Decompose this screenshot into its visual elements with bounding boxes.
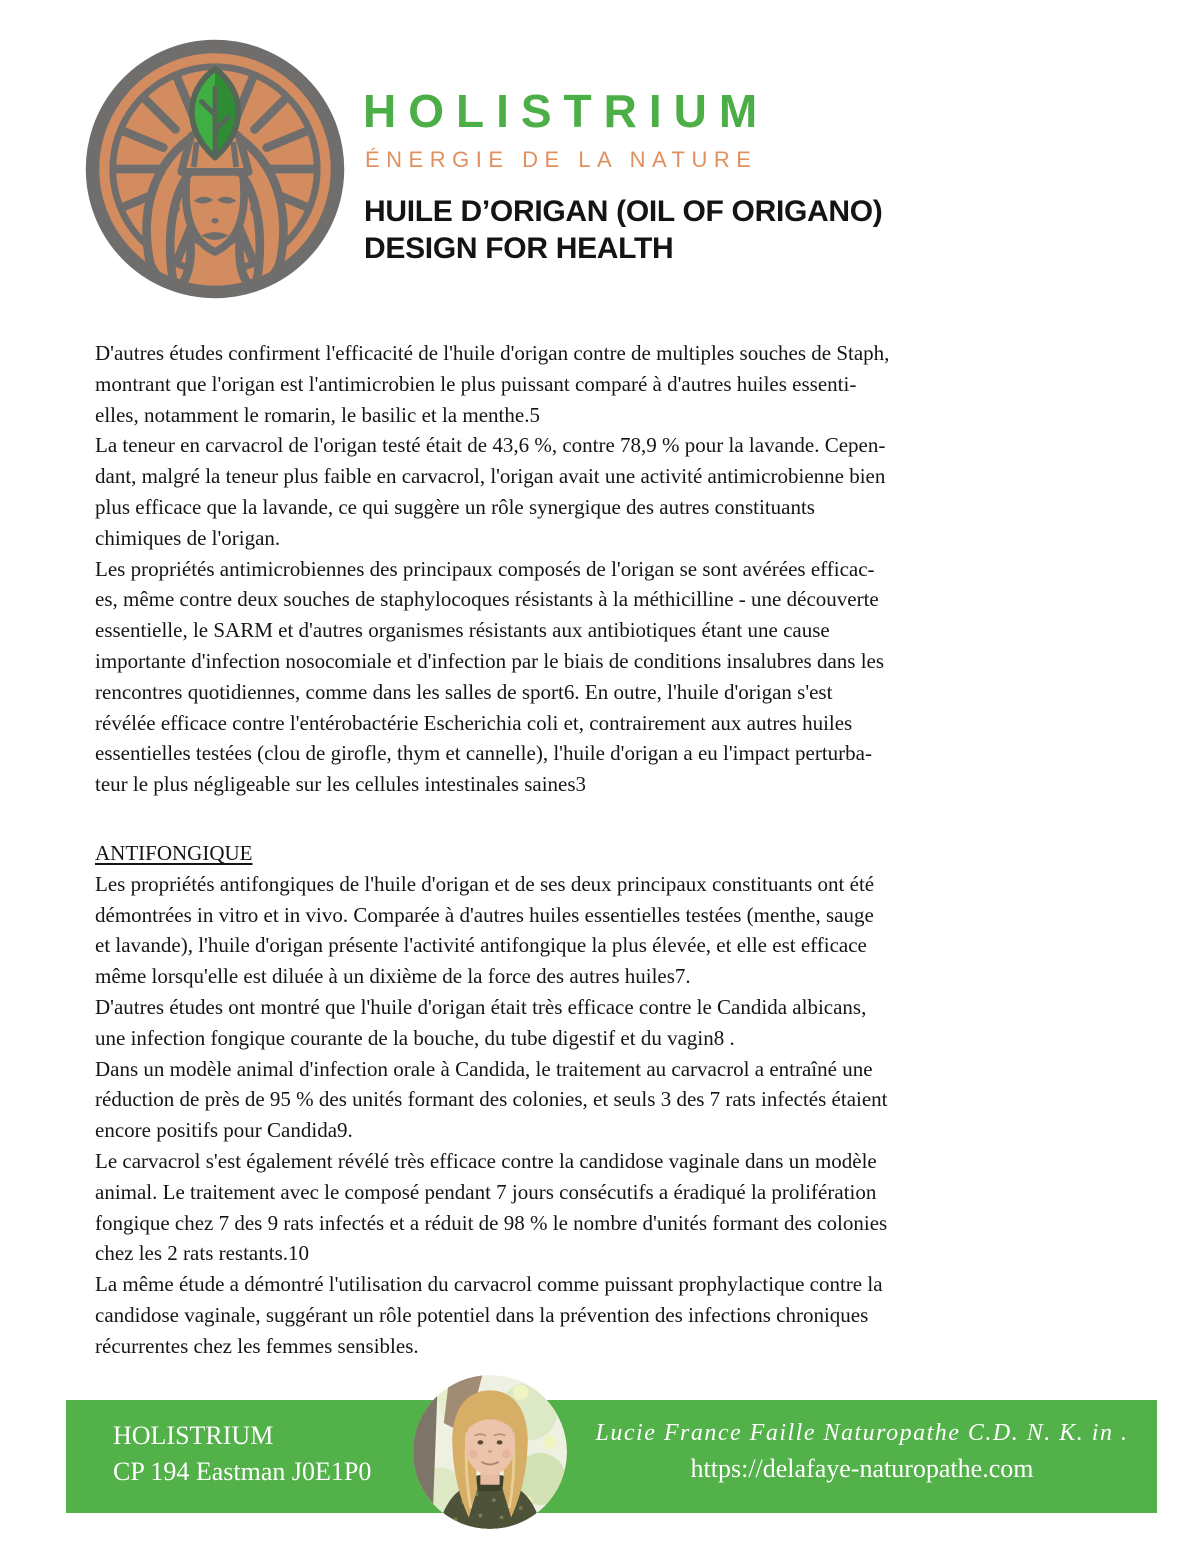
text-line: et lavande), l'huile d'origan présente l'activité antifongique la plus élevée, et elle est efficace [95, 933, 867, 958]
footer-bar [66, 1400, 1157, 1513]
text-line: es, même contre deux souches de staphylocoques résistants à la méthicilline - une découverte [95, 587, 879, 612]
footer-contact-block [113, 1418, 371, 1490]
text-line: animal. Le traitement avec le composé pendant 7 jours consécutifs a éradiqué la prolifération [95, 1179, 877, 1204]
text-line: même lorsqu'elle est diluée à un dixième de la force des autres huiles7. [95, 964, 691, 989]
text-line: réduction de près de 95 % des unités formant des colonies, et seuls 3 des 7 rats infectés étaient [95, 1087, 888, 1112]
practitioner-name: Lucie France Faille Naturopathe C.D. N. K. in . [595, 1420, 1129, 1446]
text-line: Les propriétés antifongiques de l'huile d'origan et de ses deux principaux constituants ont été [95, 871, 875, 896]
text-line: une infection fongique courante de la bouche, du tube digestif et du vagin8 . [95, 1025, 735, 1050]
text-line: candidose vaginale, suggérant un rôle potentiel dans la prévention des infections chroniques [95, 1302, 869, 1327]
text-line: La teneur en carvacrol de l'origan testé était de 43,6 %, contre 78,9 % pour la lavande. Cepen- [95, 433, 886, 458]
paragraph-antimicrobial [95, 338, 1157, 800]
text-line: encore positifs pour Candida9. [95, 1118, 353, 1143]
article-body [95, 338, 1157, 1362]
text-line: Le carvacrol s'est également révélé très efficace contre la candidose vaginale dans un modèle [95, 1148, 877, 1173]
practitioner-photo [413, 1375, 567, 1529]
text-line: D'autres études ont montré que l'huile d'origan était très efficace contre le Candida albicans, [95, 994, 867, 1019]
text-line: teur le plus négligeable sur les cellules intestinales saines3 [95, 772, 587, 797]
text-line: Les propriétés antimicrobiennes des principaux composés de l'origan se sont avérées efficac- [95, 556, 875, 581]
text-line: montrant que l'origan est l'antimicrobien le plus puissant comparé à d'autres huiles essenti- [95, 371, 857, 396]
text-line: plus efficace que la lavande, ce qui suggère un rôle synergique des autres constituants [95, 494, 815, 519]
text-line: Dans un modèle animal d'infection orale à Candida, le traitement au carvacrol a entraîné une [95, 1056, 873, 1081]
document-title-line2: DESIGN FOR HEALTH [364, 232, 674, 265]
paragraph-gap [95, 800, 1157, 838]
text-line: importante d'infection nosocomiale et d'infection par le biais de conditions insalubres dans les [95, 648, 885, 673]
website-link[interactable]: https://delafaye-naturopathe.com [690, 1454, 1034, 1483]
text-line: D'autres études confirment l'efficacité de l'huile d'origan contre de multiples souches de Staph, [95, 341, 890, 365]
text-line: chez les 2 rats restants.10 [95, 1241, 310, 1266]
text-line: démontrées in vitro et in vivo. Comparée à d'autres huiles essentielles testées (menthe, sauge [95, 902, 874, 927]
text-line: révélée efficace contre l'entérobactérie Escherichia coli et, contrairement aux autres huiles [95, 710, 853, 735]
text-line: dant, malgré la teneur plus faible en carvacrol, l'origan avait une activité antimicrobienne bien [95, 464, 886, 489]
text-line: elles, notamment le romarin, le basilic et la menthe.5 [95, 402, 540, 427]
brand-name: HOLISTRIUM [363, 85, 770, 137]
text-line: essentielle, le SARM et d'autres organismes résistants aux antibiotiques étant une cause [95, 618, 830, 643]
document-title-line1: HUILE D’ORIGAN (OIL OF ORIGANO) [364, 195, 883, 228]
section-heading-antifongique: ANTIFONGIQUE [95, 840, 253, 865]
holistrium-logo-icon [80, 34, 350, 304]
text-line: récurrentes chez les femmes sensibles. [95, 1333, 419, 1358]
document-title [364, 193, 882, 267]
text-line: chimiques de l'origan. [95, 525, 281, 550]
brand-tagline: ÉNERGIE DE LA NATURE [365, 147, 758, 172]
text-line: La même étude a démontré l'utilisation du carvacrol comme puissant prophylactique contre la [95, 1272, 883, 1297]
footer-org-name: HOLISTRIUM [113, 1421, 274, 1450]
paragraph-antifungal [95, 869, 1157, 1362]
footer-practitioner-block [562, 1420, 1162, 1484]
footer-address: CP 194 Eastman J0E1P0 [113, 1457, 372, 1486]
text-line: essentielles testées (clou de girofle, thym et cannelle), l'huile d'origan a eu l'impact perturba- [95, 741, 872, 766]
text-line: rencontres quotidiennes, comme dans les salles de sport6. En outre, l'huile d'origan s'est [95, 679, 833, 704]
text-line: fongique chez 7 des 9 rats infectés et a réduit de 98 % le nombre d'unités formant des colonies [95, 1210, 888, 1235]
